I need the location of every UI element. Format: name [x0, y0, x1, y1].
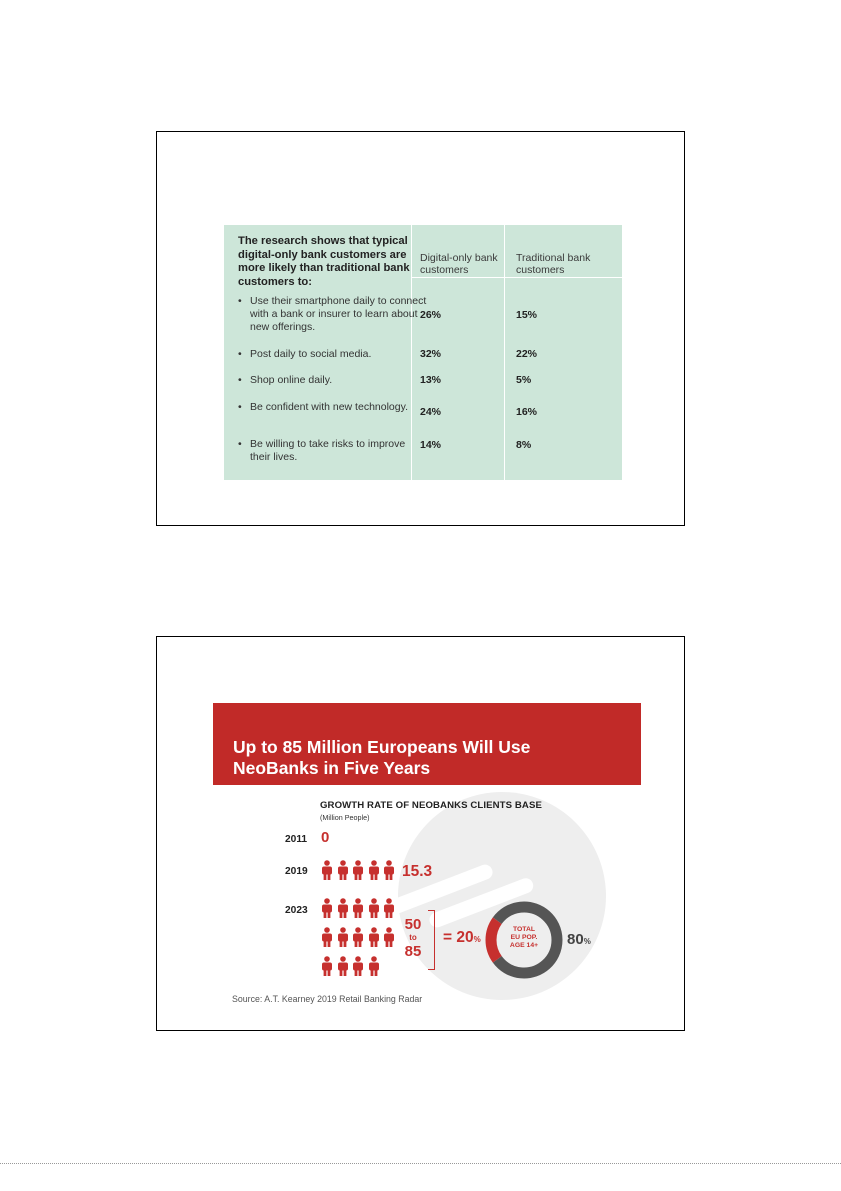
row-value-traditional: 16%	[516, 406, 538, 418]
row-value-traditional: 8%	[516, 439, 532, 451]
year-label-2011: 2011	[285, 834, 308, 845]
table-row-label: • Shop online daily.	[238, 374, 333, 386]
infographic-title: Up to 85 Million Europeans Will Use NeoBanks in Five Years	[233, 737, 531, 778]
person-icon	[383, 898, 395, 918]
person-icon	[337, 898, 349, 918]
value-2011: 0	[321, 829, 330, 846]
person-icon	[368, 956, 380, 976]
person-icon	[383, 927, 395, 947]
range-to: to	[409, 933, 417, 942]
year-label-2019: 2019	[285, 866, 308, 877]
range-bracket	[428, 910, 435, 970]
row-value-digital: 14%	[420, 439, 442, 451]
page-footer-line	[0, 1163, 841, 1164]
column-header-traditional: Traditional bank customers	[516, 252, 591, 276]
header-divider	[411, 277, 622, 278]
person-icon	[321, 898, 333, 918]
person-icon	[321, 860, 333, 880]
row-value-traditional: 22%	[516, 348, 538, 360]
person-icon	[321, 956, 333, 976]
chart-subheading: (Million People)	[320, 813, 370, 822]
person-icon	[352, 860, 364, 880]
person-icon	[368, 898, 380, 918]
donut-label: TOTAL EU POP. AGE 14+	[509, 926, 539, 950]
column-divider	[504, 225, 505, 480]
person-icon	[352, 956, 364, 976]
remainder-value: 80%	[567, 931, 591, 948]
value-2019: 15.3	[402, 863, 433, 880]
column-header-digital: Digital-only bank customers	[420, 252, 498, 276]
person-icon	[368, 927, 380, 947]
table-row-label: • Be willing to take risks to improve their lives.	[238, 438, 406, 464]
row-value-traditional: 15%	[516, 309, 538, 321]
table-intro: The research shows that typical digital-only bank customers are more likely than traditional bank customers to:	[238, 235, 410, 288]
table-row-label: • Post daily to social media.	[238, 348, 372, 360]
person-icon	[321, 927, 333, 947]
row-value-digital: 32%	[420, 348, 442, 360]
range-high: 85	[404, 943, 422, 960]
chart-heading: GROWTH RATE OF NEOBANKS CLIENTS BASE	[320, 800, 542, 811]
table-row-label: • Be confident with new technology.	[238, 401, 408, 413]
person-icon	[337, 927, 349, 947]
person-icon	[337, 956, 349, 976]
value-range-2023	[400, 917, 426, 959]
source-note: Source: A.T. Kearney 2019 Retail Banking Radar	[232, 994, 423, 1004]
person-icon	[352, 927, 364, 947]
range-low: 50	[404, 916, 422, 933]
title-banner	[213, 703, 641, 785]
person-icon	[368, 860, 380, 880]
row-value-digital: 26%	[420, 309, 442, 321]
person-icon	[337, 860, 349, 880]
year-label-2023: 2023	[285, 905, 308, 916]
person-icon	[352, 898, 364, 918]
person-icon	[383, 860, 395, 880]
row-value-traditional: 5%	[516, 374, 532, 386]
share-value: = 20%	[443, 929, 481, 946]
row-value-digital: 13%	[420, 374, 442, 386]
comparison-table	[224, 225, 622, 480]
table-row-label: • Use their smartphone daily to connect with a bank or insurer to learn about new offerings.	[238, 295, 427, 334]
row-value-digital: 24%	[420, 406, 442, 418]
